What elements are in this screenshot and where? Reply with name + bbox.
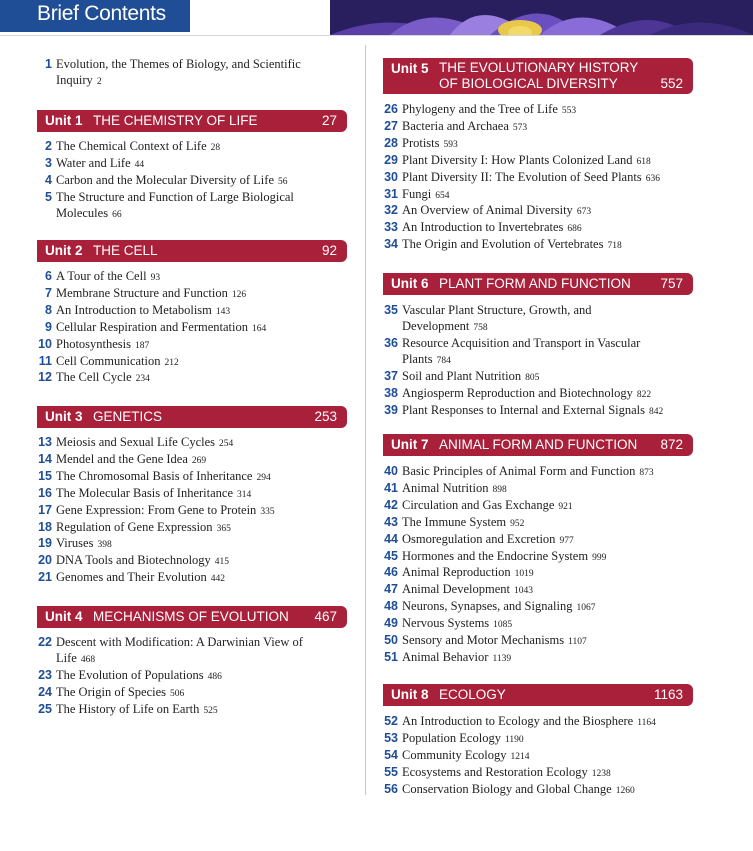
chapter-title: Photosynthesis — [56, 336, 132, 351]
chapter-number: 14 — [38, 451, 52, 466]
chapter-number: 50 — [384, 633, 398, 647]
unit-label: Unit 1 — [45, 113, 83, 128]
chapter-page: 593 — [443, 139, 458, 150]
chapter-title: Meiosis and Sexual Life Cycles — [56, 435, 215, 449]
chapter-title-block — [56, 468, 271, 486]
chapter-page: 1214 — [510, 751, 530, 762]
unit-title-block — [93, 409, 162, 424]
chapter-title-block — [56, 56, 301, 90]
chapter-number: 46 — [384, 565, 398, 580]
chapter-title-block — [56, 268, 160, 286]
chapter-page: 314 — [237, 489, 252, 500]
chapter-title-block — [402, 152, 651, 170]
chapter-title-block — [402, 335, 640, 369]
chapter-title-block — [56, 634, 303, 668]
chapter-number: 8 — [45, 302, 52, 317]
chapter-page: 2 — [96, 77, 102, 87]
chapter-page: 525 — [203, 705, 218, 716]
unit-page: 27 — [321, 113, 337, 128]
unit-title: ECOLOGY — [439, 687, 506, 702]
chapter-page: 1107 — [568, 637, 587, 647]
chapter-page: 44 — [134, 159, 145, 170]
chapter-title-block — [402, 548, 606, 566]
chapter-title-block — [402, 514, 524, 532]
chapter-number: 10 — [38, 336, 52, 351]
chapter-title: Phylogeny and the Tree of Life — [402, 102, 558, 116]
chapter-title: Conservation Biology and Global Change — [402, 781, 612, 796]
chapter-number: 41 — [384, 480, 398, 495]
chapter-title: Resource Acquisition and Transport in Vascular — [402, 336, 641, 350]
unit-title-block — [93, 609, 289, 624]
chapter-number: 49 — [384, 616, 398, 631]
chapter-title: The Evolution of Populations — [56, 668, 204, 682]
chapter-title: Genomes and Their Evolution — [56, 570, 207, 585]
chapter-title-block — [56, 451, 206, 469]
chapter-page: 143 — [215, 306, 231, 317]
header-bar — [0, 0, 753, 36]
chapter-title: Soil and Plant Nutrition — [402, 369, 522, 383]
chapter-title-block — [402, 219, 582, 237]
chapter-page: 1260 — [615, 785, 635, 796]
chapter-title: Fungi — [402, 186, 432, 201]
chapter-page: 365 — [216, 523, 231, 534]
chapter-number: 13 — [38, 435, 52, 449]
chapter-page: 126 — [231, 289, 247, 300]
unit-page: 552 — [660, 76, 683, 91]
unit-title: GENETICS — [93, 409, 163, 424]
chapter-number: 48 — [384, 599, 398, 614]
chapter-number: 39 — [384, 402, 398, 417]
chapter-title: Water and Life — [56, 155, 131, 170]
chapter-page: 898 — [492, 484, 507, 495]
chapter-title: Cellular Respiration and Fermentation — [56, 319, 248, 334]
chapter-number: 19 — [38, 536, 52, 551]
chapter-number: 20 — [38, 553, 52, 568]
chapter-page: 1139 — [492, 653, 512, 664]
chapter-title: Neurons, Synapses, and Signaling — [402, 599, 573, 614]
unit-page: 757 — [660, 276, 683, 291]
chapter-number: 27 — [384, 118, 398, 133]
page-title: Brief Contents — [37, 2, 166, 25]
chapter-title: Osmoregulation and Excretion — [402, 531, 556, 546]
chapter-title-block — [56, 519, 231, 537]
chapter-title: The Immune System — [402, 514, 507, 529]
unit-title: MECHANISMS OF EVOLUTION — [93, 609, 289, 624]
unit-title-block — [439, 276, 631, 291]
chapter-title-block — [402, 402, 663, 420]
chapter-number: 24 — [38, 684, 52, 699]
chapter-page: 1164 — [637, 718, 656, 728]
chapter-title-block — [402, 385, 651, 403]
chapter-page: 686 — [567, 224, 582, 235]
chapter-title: Membrane Structure and Function — [56, 285, 228, 300]
chapter-title-block — [402, 564, 534, 582]
chapter-number: 7 — [45, 285, 52, 300]
chapter-page: 1043 — [513, 586, 533, 597]
title-box — [0, 0, 190, 32]
chapter-title-block — [402, 713, 656, 731]
chapter-number: 36 — [384, 336, 398, 350]
chapter-title-block — [402, 186, 449, 204]
chapter-title: Nervous Systems — [402, 616, 490, 631]
chapter-title: The Structure and Function of Large Biological — [56, 189, 294, 204]
chapter-title: Plant Diversity I: How Plants Colonized Land — [402, 152, 633, 167]
chapter-page: 56 — [278, 176, 288, 187]
chapter-number: 30 — [384, 169, 398, 184]
chapter-number: 23 — [38, 668, 52, 682]
chapter-title: The Molecular Basis of Inheritance — [56, 485, 234, 500]
chapter-title: The Chromosomal Basis of Inheritance — [56, 468, 253, 483]
chapter-title: Animal Nutrition — [402, 480, 489, 495]
chapter-page: 187 — [135, 340, 150, 351]
chapter-title-block — [56, 138, 220, 156]
chapter-title-block — [56, 189, 294, 223]
chapter-number: 56 — [384, 781, 398, 796]
chapter-number: 43 — [384, 514, 398, 529]
chapter-title-block — [402, 730, 524, 748]
chapter-title-continued: Inquiry — [56, 73, 93, 87]
chapter-number: 18 — [38, 519, 52, 534]
chapter-page: 212 — [164, 357, 179, 368]
chapter-page: 842 — [649, 406, 664, 417]
chapter-number: 55 — [384, 764, 398, 779]
unit-header[interactable] — [383, 58, 693, 94]
unit-title-continued: OF BIOLOGICAL DIVERSITY — [439, 76, 618, 91]
unit-header[interactable] — [37, 110, 347, 132]
chapter-number: 54 — [384, 747, 398, 762]
chapter-title-block — [56, 701, 218, 719]
chapter-page: 93 — [150, 273, 161, 283]
chapter-title: Ecosystems and Restoration Ecology — [402, 764, 588, 779]
chapter-title-block — [56, 155, 144, 173]
chapter-title: Regulation of Gene Expression — [56, 519, 213, 534]
chapter-title-block — [56, 285, 246, 303]
chapter-title: Population Ecology — [402, 730, 501, 745]
chapter-title: Plant Diversity II: The Evolution of Seed Plants — [402, 169, 642, 184]
chapter-title-block — [402, 581, 533, 599]
chapter-page: 573 — [512, 122, 528, 133]
unit-title-block — [93, 243, 158, 258]
unit-label: Unit 3 — [45, 409, 83, 424]
unit-title: THE EVOLUTIONARY HISTORY — [439, 60, 639, 75]
chapter-title-block — [56, 172, 288, 190]
chapter-number: 22 — [38, 635, 52, 649]
unit-label: Unit 6 — [391, 276, 429, 291]
chapter-title-block — [402, 649, 511, 667]
chapter-title-block — [402, 368, 539, 386]
chapter-number: 42 — [384, 497, 398, 512]
chapter-page: 1238 — [591, 768, 611, 779]
chapter-number: 29 — [384, 152, 398, 167]
chapter-number: 37 — [384, 369, 398, 383]
chapter-title: The Origin and Evolution of Vertebrates — [402, 237, 604, 252]
chapter-title-block — [56, 434, 233, 452]
chapter-title-block — [56, 535, 112, 553]
chapter-title-block — [56, 667, 222, 685]
chapter-title-continued: Development — [402, 319, 470, 333]
chapter-title-block — [56, 369, 150, 387]
chapter-page: 1190 — [504, 734, 524, 745]
chapter-title-block — [402, 480, 507, 498]
chapter-number: 15 — [38, 468, 52, 483]
chapter-number: 16 — [38, 485, 52, 500]
chapter-title: Cell Communication — [56, 353, 161, 368]
chapter-page: 822 — [636, 389, 652, 400]
chapter-page: 335 — [260, 506, 275, 517]
chapter-page: 654 — [435, 190, 450, 201]
chapter-number: 53 — [384, 730, 398, 745]
unit-header[interactable] — [37, 606, 347, 628]
chapter-title-block — [402, 236, 622, 254]
chapter-page: 758 — [473, 323, 488, 333]
chapter-title-block — [402, 135, 458, 153]
chapter-title-continued: Life — [56, 651, 77, 665]
chapter-title: A Tour of the Cell — [56, 269, 147, 283]
unit-header[interactable] — [383, 273, 693, 295]
chapter-number: 9 — [45, 319, 52, 334]
unit-title: ANIMAL FORM AND FUNCTION — [439, 437, 638, 452]
chapter-title: Plant Responses to Internal and External Signals — [402, 402, 646, 417]
chapter-number: 2 — [45, 139, 52, 153]
chapter-title-block — [402, 598, 595, 616]
unit-title-block — [439, 437, 637, 452]
chapter-page: 718 — [607, 241, 622, 252]
chapter-title: Vascular Plant Structure, Growth, and — [402, 303, 592, 317]
chapter-number: 35 — [384, 303, 398, 317]
chapter-title-block — [402, 101, 576, 119]
chapter-page: 553 — [561, 106, 577, 116]
unit-label: Unit 4 — [45, 609, 83, 624]
chapter-title-block — [402, 615, 512, 633]
chapter-title: The Origin of Species — [56, 684, 167, 699]
chapter-title: Viruses — [56, 536, 94, 551]
chapter-title: Animal Development — [402, 582, 510, 597]
chapter-page: 398 — [97, 540, 112, 551]
unit-title-block — [439, 60, 638, 92]
chapter-title: Mendel and the Gene Idea — [56, 451, 188, 466]
chapter-title-block — [56, 353, 179, 371]
chapter-page: 977 — [559, 535, 574, 546]
chapter-page: 294 — [256, 472, 271, 483]
chapter-title-block — [56, 319, 266, 337]
chapter-title-block — [402, 531, 574, 549]
chapter-title-block — [402, 118, 527, 136]
chapter-number: 1 — [45, 57, 52, 71]
chapter-title: Community Ecology — [402, 747, 507, 762]
chapter-title: An Overview of Animal Diversity — [402, 203, 573, 218]
chapter-title: The History of Life on Earth — [56, 701, 200, 716]
chapter-page: 1085 — [493, 620, 513, 631]
chapter-number: 28 — [384, 135, 398, 150]
chapter-number: 51 — [384, 649, 398, 664]
unit-label: Unit 5 — [391, 61, 429, 76]
chapter-page: 28 — [210, 143, 221, 153]
chapter-page: 636 — [645, 173, 660, 184]
chapter-title: Animal Behavior — [402, 649, 489, 664]
flower-image — [330, 0, 753, 35]
chapter-title-block — [402, 781, 635, 799]
chapter-page: 999 — [592, 552, 607, 563]
unit-title: PLANT FORM AND FUNCTION — [439, 276, 631, 291]
chapter-title: Bacteria and Archaea — [402, 118, 509, 133]
chapter-number: 17 — [38, 502, 52, 517]
unit-header[interactable] — [383, 684, 693, 706]
chapter-title: Carbon and the Molecular Diversity of Life — [56, 172, 274, 187]
chapter-number: 44 — [384, 531, 398, 546]
chapter-title-block — [402, 169, 660, 187]
chapter-title-block — [402, 632, 587, 650]
chapter-page: 164 — [251, 323, 267, 334]
chapter-title: An Introduction to Invertebrates — [402, 220, 564, 235]
chapter-number: 38 — [384, 385, 398, 400]
chapter-number: 11 — [38, 353, 52, 368]
chapter-title-block — [402, 463, 654, 481]
chapter-title: Gene Expression: From Gene to Protein — [56, 502, 257, 517]
chapter-number: 47 — [384, 582, 398, 597]
unit-label: Unit 8 — [391, 687, 429, 702]
chapter-title: Animal Reproduction — [402, 565, 511, 580]
unit-header[interactable] — [37, 406, 347, 428]
column-divider — [365, 45, 366, 795]
chapter-title-block — [56, 485, 251, 503]
chapter-page: 506 — [170, 688, 185, 699]
chapter-page: 805 — [525, 373, 540, 383]
chapter-title-block — [402, 497, 573, 515]
unit-label: Unit 2 — [45, 243, 83, 258]
chapter-page: 952 — [510, 518, 525, 529]
chapter-page: 921 — [558, 501, 573, 512]
chapter-number: 12 — [38, 370, 52, 385]
chapter-title-block — [56, 302, 230, 320]
chapter-number: 4 — [45, 172, 52, 187]
chapter-title: The Chemical Context of Life — [56, 139, 207, 153]
chapter-number: 40 — [384, 464, 398, 478]
chapter-number: 32 — [384, 203, 398, 218]
chapter-title-block — [56, 552, 229, 570]
chapter-title: Hormones and the Endocrine System — [402, 548, 589, 563]
chapter-title-block — [56, 502, 275, 520]
chapter-page: 415 — [214, 557, 230, 568]
chapter-number: 45 — [384, 548, 398, 563]
chapter-title-block — [402, 747, 530, 765]
unit-title: THE CELL — [93, 243, 158, 258]
unit-page: 92 — [321, 243, 337, 258]
chapter-title: Basic Principles of Animal Form and Function — [402, 464, 636, 478]
chapter-page: 234 — [135, 374, 150, 385]
unit-label: Unit 7 — [391, 437, 429, 452]
chapter-page: 66 — [112, 209, 122, 220]
unit-title: THE CHEMISTRY OF LIFE — [93, 113, 258, 128]
chapter-title: Evolution, the Themes of Biology, and Scientific — [56, 57, 301, 71]
chapter-title: Angiosperm Reproduction and Biotechnology — [402, 385, 633, 400]
unit-page: 253 — [314, 409, 337, 424]
chapter-page: 873 — [639, 468, 654, 478]
chapter-title-continued: Plants — [402, 352, 433, 366]
chapter-title-block — [402, 302, 592, 336]
chapter-number: 31 — [384, 186, 398, 201]
chapter-title: Sensory and Motor Mechanisms — [402, 633, 565, 647]
chapter-page: 442 — [210, 574, 226, 585]
chapter-page: 618 — [636, 156, 651, 167]
chapter-title-block — [56, 684, 184, 702]
chapter-title-block — [402, 202, 591, 220]
chapter-page: 486 — [207, 672, 222, 682]
unit-page: 1163 — [653, 687, 683, 702]
chapter-title-continued: Molecules — [56, 205, 109, 220]
chapter-number: 34 — [384, 237, 398, 252]
chapter-title: An Introduction to Metabolism — [56, 302, 212, 317]
chapter-number: 52 — [384, 714, 398, 728]
unit-page: 467 — [314, 609, 337, 624]
unit-title-block — [439, 687, 506, 702]
chapter-page: 784 — [436, 356, 451, 366]
chapter-page: 468 — [80, 655, 96, 665]
unit-header[interactable] — [383, 434, 693, 456]
chapter-page: 673 — [576, 207, 592, 218]
unit-page: 872 — [660, 437, 683, 452]
chapter-page: 1067 — [576, 603, 596, 614]
chapter-page: 1019 — [514, 569, 534, 580]
chapter-number: 33 — [384, 220, 398, 235]
chapter-number: 26 — [384, 102, 398, 116]
chapter-number: 21 — [38, 570, 52, 585]
chapter-title: The Cell Cycle — [56, 370, 132, 385]
chapter-title-block — [56, 569, 225, 587]
chapter-title: Protists — [402, 135, 440, 150]
chapter-page: 254 — [219, 439, 234, 449]
chapter-title: DNA Tools and Biotechnology — [56, 553, 211, 568]
chapter-title-block — [402, 764, 611, 782]
chapter-number: 3 — [45, 155, 52, 170]
chapter-number: 6 — [45, 269, 52, 283]
chapter-page: 269 — [191, 455, 207, 466]
chapter-number: 25 — [38, 701, 52, 716]
chapter-title-block — [56, 336, 149, 354]
chapter-title: An Introduction to Ecology and the Biosphere — [402, 714, 634, 728]
chapter-title: Circulation and Gas Exchange — [402, 497, 555, 512]
unit-title-block — [93, 113, 258, 128]
chapter-number: 5 — [45, 189, 52, 204]
chapter-title: Descent with Modification: A Darwinian View of — [56, 635, 303, 649]
unit-header[interactable] — [37, 240, 347, 262]
